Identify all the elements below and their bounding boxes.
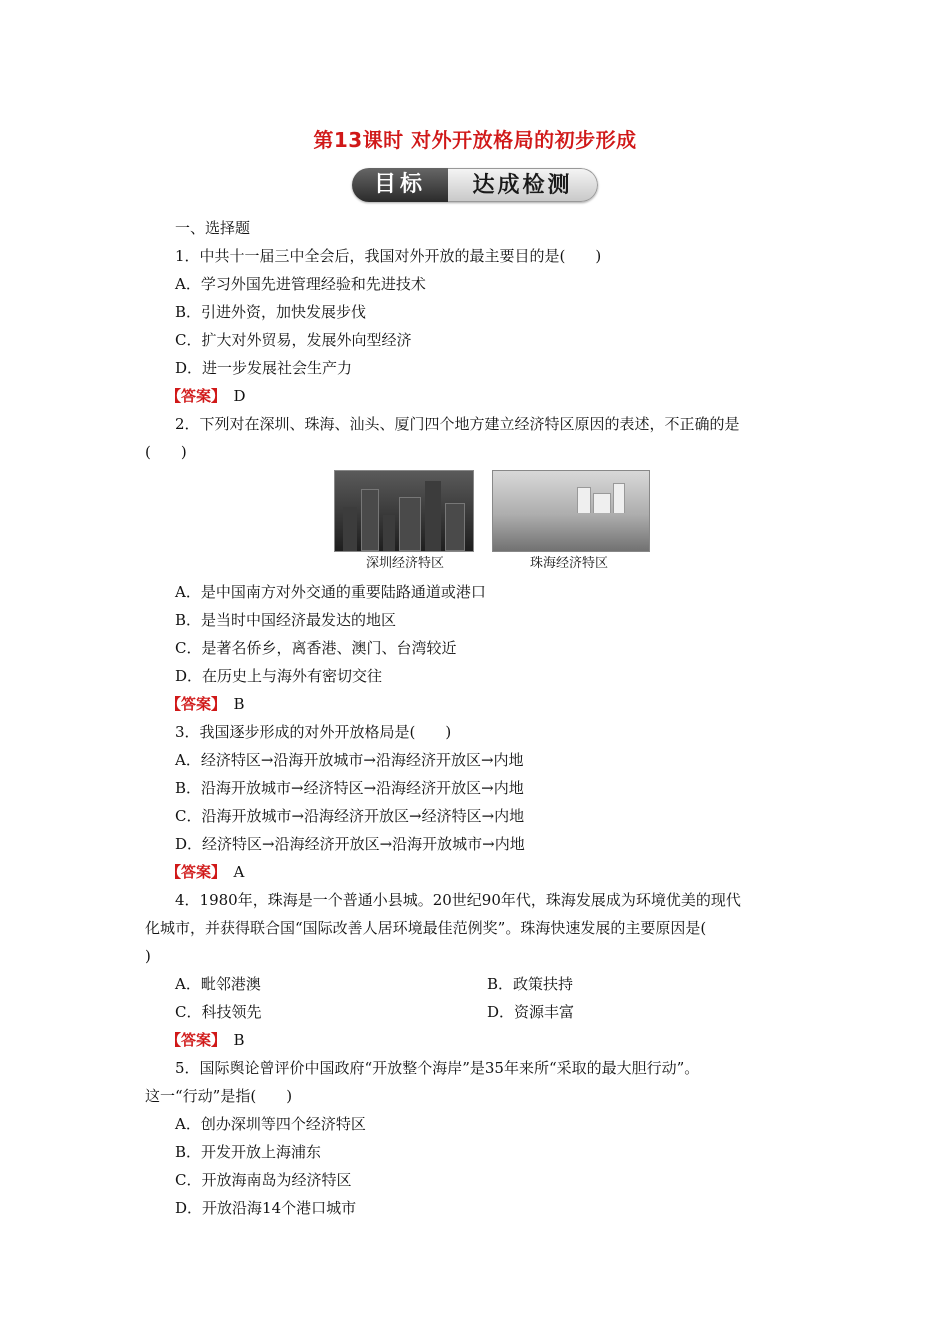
q2-option-d: D．在历史上与海外有密切交往	[175, 667, 383, 685]
answer-label: 【答案】	[166, 1031, 219, 1049]
q4-option-d: D．资源丰富	[487, 1003, 575, 1021]
answer-value: B	[233, 1031, 245, 1049]
question-5-cont: 这一“行动”是指( )	[145, 1087, 293, 1105]
answer-value: A	[233, 863, 245, 881]
q1-answer	[166, 386, 246, 406]
q4-option-b: B．政策扶持	[487, 975, 574, 993]
q5-option-a: A．创办深圳等四个经济特区	[175, 1115, 366, 1133]
q2-option-a: A．是中国南方对外交通的重要陆路通道或港口	[175, 583, 486, 601]
question-1: 1．中共十一届三中全会后，我国对外开放的最主要目的是( )	[175, 247, 602, 265]
q4-answer	[166, 1030, 245, 1050]
q5-option-b: B．开发开放上海浦东	[175, 1143, 322, 1161]
question-4-cont-1: 化城市，并获得联合国“国际改善人居环境最佳范例奖”。珠海快速发展的主要原因是(	[145, 919, 707, 937]
question-4: 4．1980年，珠海是一个普通小县城。20世纪90年代，珠海发展成为环境优美的现代	[175, 891, 741, 909]
q3-option-d: D．经济特区→沿海经济开放区→沿海开放城市→内地	[175, 835, 525, 853]
q3-answer	[166, 862, 244, 882]
shenzhen-photo	[334, 470, 474, 552]
question-2: 2．下列对在深圳、珠海、汕头、厦门四个地方建立经济特区原因的表述，不正确的是	[175, 415, 740, 433]
question-2-cont: ( )	[145, 443, 187, 461]
question-3: 3．我国逐步形成的对外开放格局是( )	[175, 723, 452, 741]
zhuhai-photo	[492, 470, 650, 552]
q1-option-b: B．引进外资，加快发展步伐	[175, 303, 367, 321]
answer-label: 【答案】	[166, 695, 219, 713]
page-title: 第13课时 对外开放格局的初步形成	[313, 128, 637, 152]
q3-option-a: A．经济特区→沿海开放城市→沿海经济开放区→内地	[175, 751, 524, 769]
q2-option-b: B．是当时中国经济最发达的地区	[175, 611, 397, 629]
question-4-cont-2: )	[145, 947, 151, 965]
q4-option-a: A．毗邻港澳	[175, 975, 261, 993]
section-banner	[352, 168, 598, 202]
q3-option-b: B．沿海开放城市→经济特区→沿海经济开放区→内地	[175, 779, 524, 797]
q1-option-c: C．扩大对外贸易，发展外向型经济	[175, 331, 412, 349]
answer-value: B	[233, 695, 245, 713]
q5-option-d: D．开放沿海14个港口城市	[175, 1199, 357, 1217]
q1-option-a: A．学习外国先进管理经验和先进技术	[175, 275, 426, 293]
q4-option-c: C．科技领先	[175, 1003, 262, 1021]
answer-value: D	[233, 387, 246, 405]
shenzhen-caption: 深圳经济特区	[366, 556, 445, 571]
answer-label: 【答案】	[166, 863, 219, 881]
q2-answer	[166, 694, 245, 714]
q1-option-d: D．进一步发展社会生产力	[175, 359, 353, 377]
zhuhai-caption: 珠海经济特区	[530, 556, 609, 571]
q5-option-c: C．开放海南岛为经济特区	[175, 1171, 352, 1189]
question-5: 5．国际舆论曾评价中国政府“开放整个海岸”是35年来所“采取的最大胆行动”。	[175, 1059, 700, 1077]
answer-label: 【答案】	[166, 387, 219, 405]
q2-option-c: C．是著名侨乡，离香港、澳门、台湾较近	[175, 639, 457, 657]
banner-left-label: 目标	[352, 168, 448, 202]
q3-option-c: C．沿海开放城市→沿海经济开放区→经济特区→内地	[175, 807, 525, 825]
section-heading: 一、选择题	[175, 219, 251, 237]
banner-right-label: 达成检测	[448, 168, 598, 202]
